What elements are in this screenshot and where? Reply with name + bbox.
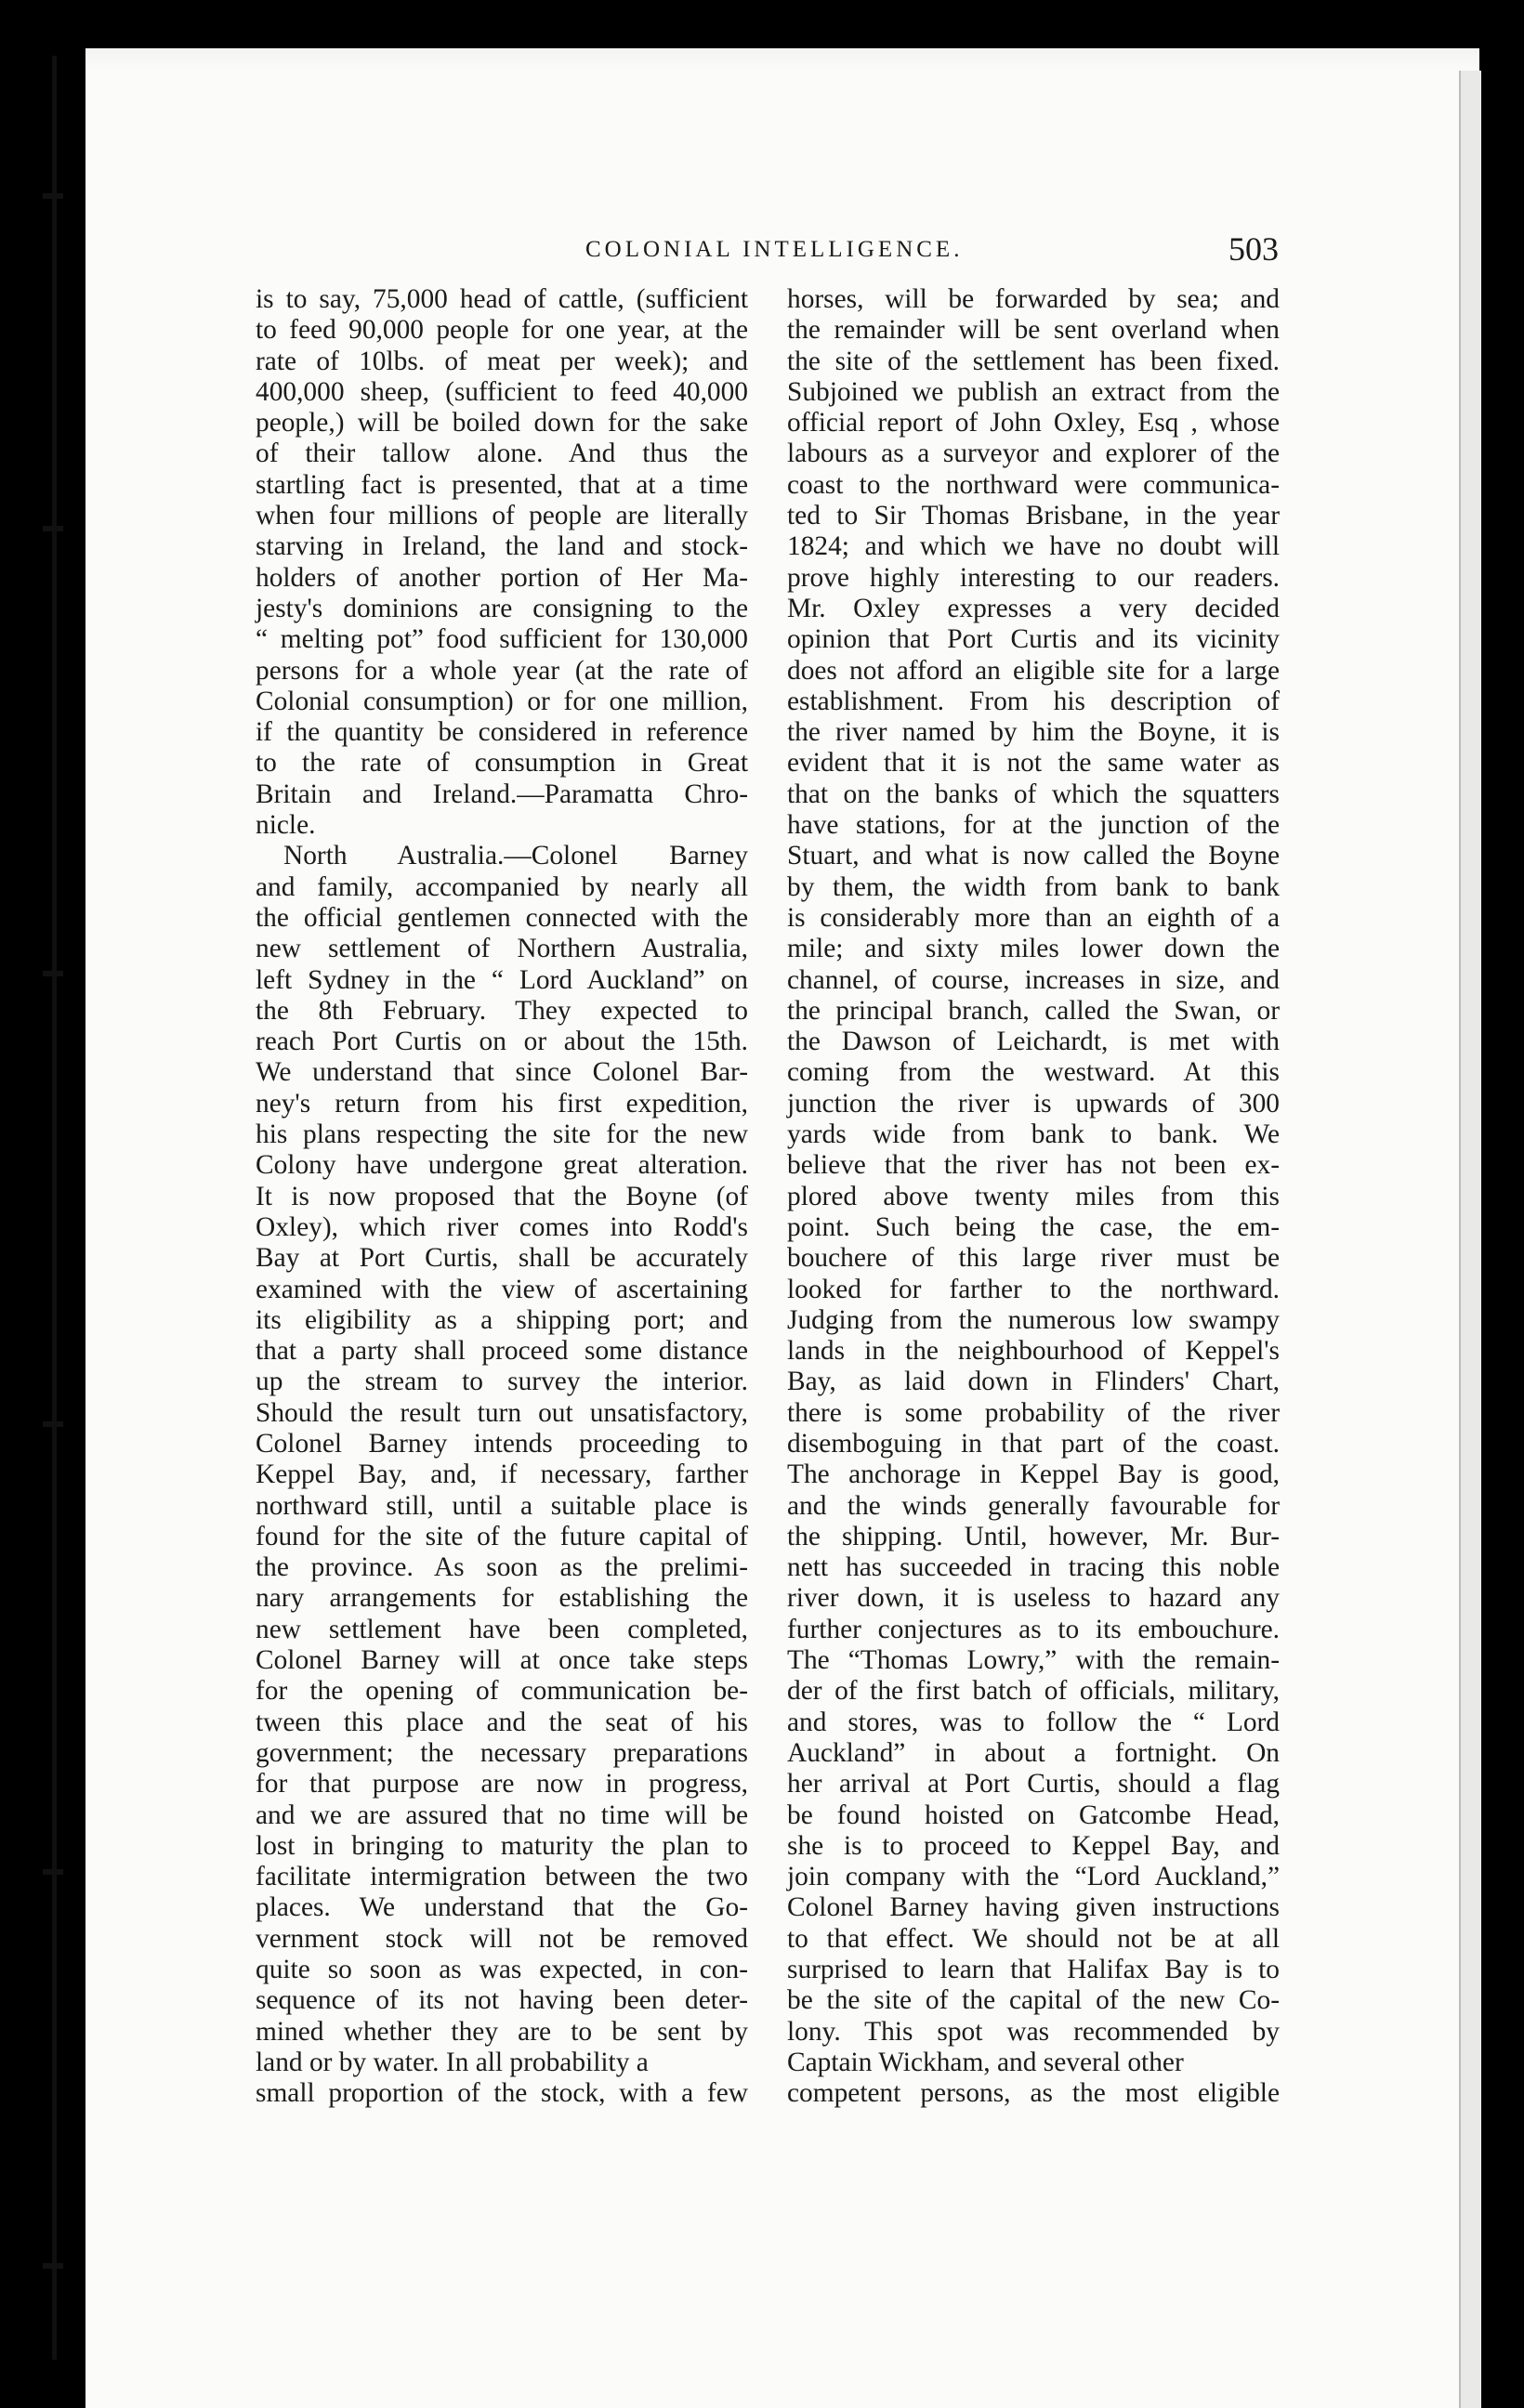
- binding-tick: [43, 971, 63, 976]
- text-line: mined whether they are to be sent by: [256, 2016, 748, 2047]
- text-line: nicle.: [256, 810, 316, 841]
- text-line: Colonel Barney having given instructions: [787, 1892, 1280, 1923]
- text-line: labours as a surveyor and explorer of the: [787, 438, 1280, 469]
- text-line: channel, of course, increases in size, and: [787, 964, 1280, 995]
- text-line: disemboguing in that part of the coast.: [787, 1428, 1280, 1459]
- text-line: startling fact is presented, that at a time: [256, 469, 748, 500]
- text-line: his plans respecting the site for the new: [256, 1119, 748, 1150]
- text-line: her arrival at Port Curtis, should a flag: [787, 1769, 1280, 1799]
- binding-tick: [43, 193, 63, 199]
- text-line: the Dawson of Leichardt, is met with: [787, 1027, 1280, 1057]
- text-line: evident that it is not the same water as: [787, 748, 1280, 779]
- text-line: Auckland” in about a fortnight. On: [787, 1737, 1280, 1768]
- page-number: 503: [1228, 230, 1279, 268]
- text-line: bouchere of this large river must be: [787, 1243, 1280, 1274]
- text-line: believe that the river has not been ex-: [787, 1150, 1280, 1181]
- text-line: Keppel Bay, and, if necessary, farther: [256, 1459, 748, 1490]
- text-line: and stores, was to follow the “ Lord: [787, 1707, 1280, 1737]
- text-line: opinion that Port Curtis and its vicinity: [787, 624, 1280, 655]
- text-line: The anchorage in Keppel Bay is good,: [787, 1459, 1280, 1490]
- text-line: northward still, until a suitable place is: [256, 1490, 748, 1521]
- text-line: left Sydney in the “ Lord Auckland” on: [256, 964, 748, 995]
- text-line: coast to the northward were communica-: [787, 469, 1280, 500]
- text-line: looked for farther to the northward.: [787, 1274, 1280, 1304]
- text-line: be the site of the capital of the new Co-: [787, 1985, 1280, 2016]
- text-line: join company with the “Lord Auckland,”: [787, 1862, 1280, 1892]
- text-line: Subjoined we publish an extract from the: [787, 376, 1280, 407]
- text-line: surprised to learn that Halifax Bay is to: [787, 1955, 1280, 1985]
- text-line: the site of the settlement has been fixed.: [787, 346, 1280, 376]
- text-line: by them, the width from bank to bank: [787, 871, 1280, 902]
- text-line: small proportion of the stock, with a few: [256, 2078, 748, 2109]
- text-line: have stations, for at the junction of the: [787, 810, 1280, 841]
- text-line: facilitate intermigration between the two: [256, 1862, 748, 1892]
- text-line: holders of another portion of Her Ma-: [256, 562, 748, 593]
- text-line: there is some probability of the river: [787, 1397, 1280, 1428]
- text-line: Stuart, and what is now called the Boyne: [787, 841, 1280, 871]
- text-line: ted to Sir Thomas Brisbane, in the year: [787, 501, 1280, 531]
- binding-tick: [43, 1869, 63, 1875]
- page-top-edge: [85, 48, 1479, 71]
- text-line: for the opening of communication be-: [256, 1676, 748, 1707]
- text-line: competent persons, as the most eligible: [787, 2078, 1280, 2109]
- text-line: the shipping. Until, however, Mr. Bur-: [787, 1521, 1280, 1551]
- text-line: is considerably more than an eighth of a: [787, 902, 1280, 933]
- text-line: ney's return from his first expedition,: [256, 1088, 748, 1119]
- text-line: point. Such being the case, the em-: [787, 1211, 1280, 1242]
- text-line: places. We understand that the Go-: [256, 1892, 748, 1923]
- right-text-column: [787, 284, 1280, 2110]
- text-line: establishment. From his description of: [787, 686, 1280, 716]
- text-line: 400,000 sheep, (sufficient to feed 40,000: [256, 376, 748, 407]
- text-line: nary arrangements for establishing the: [256, 1583, 748, 1614]
- text-line: Colony have undergone great alteration.: [256, 1150, 748, 1181]
- text-line: its eligibility as a shipping port; and: [256, 1304, 748, 1335]
- text-line: be found hoisted on Gatcombe Head,: [787, 1799, 1280, 1830]
- text-line: junction the river is upwards of 300: [787, 1088, 1280, 1119]
- text-line: plored above twenty miles from this: [787, 1181, 1280, 1211]
- binding-tick: [43, 2263, 63, 2269]
- text-line: Oxley), which river comes into Rodd's: [256, 1211, 748, 1242]
- text-line: up the stream to survey the interior.: [256, 1367, 748, 1397]
- binding-line: [52, 56, 57, 2360]
- text-line: lost in bringing to maturity the plan to: [256, 1830, 748, 1861]
- text-line: when four millions of people are literally: [256, 501, 748, 531]
- text-line: nett has succeeded in tracing this noble: [787, 1552, 1280, 1583]
- text-line: land or by water. In all probability a: [256, 2047, 649, 2077]
- text-line: government; the necessary preparations: [256, 1737, 748, 1768]
- text-line: The “Thomas Lowry,” with the remain-: [787, 1645, 1280, 1676]
- text-line: that on the banks of which the squatters: [787, 779, 1280, 809]
- text-line: reach Port Curtis on or about the 15th.: [256, 1027, 748, 1057]
- text-line: Mr. Oxley expresses a very decided: [787, 593, 1280, 623]
- binding-tick: [43, 526, 63, 531]
- text-line: does not afford an eligible site for a large: [787, 655, 1280, 686]
- text-line: North Australia.—Colonel Barney: [283, 841, 748, 871]
- text-line: Should the result turn out unsatisfactory,: [256, 1397, 748, 1428]
- text-line: quite so soon as was expected, in con-: [256, 1955, 748, 1985]
- text-line: Bay at Port Curtis, shall be accurately: [256, 1243, 748, 1274]
- text-line: river down, it is useless to hazard any: [787, 1583, 1280, 1614]
- binding-tick: [43, 1421, 63, 1427]
- text-line: official report of John Oxley, Esq , whose: [787, 408, 1280, 438]
- text-line: people,) will be boiled down for the sake: [256, 408, 748, 438]
- text-line: sequence of its not having been deter-: [256, 1985, 748, 2016]
- text-line: Colonel Barney will at once take steps: [256, 1645, 748, 1676]
- text-line: of their tallow alone. And thus the: [256, 438, 748, 469]
- text-line: starving in Ireland, the land and stock-: [256, 531, 748, 562]
- text-line: tween this place and the seat of his: [256, 1707, 748, 1737]
- text-line: to the rate of consumption in Great: [256, 748, 748, 779]
- text-line: vernment stock will not be removed: [256, 1923, 748, 1954]
- running-head: COLONIAL INTELLIGENCE.: [585, 237, 964, 262]
- text-line: Bay, as laid down in Flinders' Chart,: [787, 1367, 1280, 1397]
- text-line: to feed 90,000 people for one year, at the: [256, 315, 748, 346]
- text-line: the remainder will be sent overland when: [787, 315, 1280, 346]
- text-line: she is to proceed to Keppel Bay, and: [787, 1830, 1280, 1861]
- text-line: 1824; and which we have no doubt will: [787, 531, 1280, 562]
- text-line: Captain Wickham, and several other: [787, 2047, 1184, 2077]
- text-line: mile; and sixty miles lower down the: [787, 934, 1280, 964]
- text-line: It is now proposed that the Boyne (of: [256, 1181, 748, 1211]
- text-line: jesty's dominions are consigning to the: [256, 593, 748, 623]
- text-line: and family, accompanied by nearly all: [256, 871, 748, 902]
- text-line: yards wide from bank to bank. We: [787, 1119, 1280, 1150]
- text-line: the province. As soon as the prelimi-: [256, 1552, 748, 1583]
- page-right-edge: [1459, 71, 1481, 2408]
- text-line: Judging from the numerous low swampy: [787, 1304, 1280, 1335]
- text-line: to that effect. We should not be at all: [787, 1923, 1280, 1954]
- text-line: new settlement have been completed,: [256, 1614, 748, 1644]
- text-line: Colonel Barney intends proceeding to: [256, 1428, 748, 1459]
- text-line: if the quantity be considered in reference: [256, 717, 748, 748]
- text-line: further conjectures as to its embouchure.: [787, 1614, 1280, 1644]
- text-line: the principal branch, called the Swan, or: [787, 995, 1280, 1026]
- text-line: horses, will be forwarded by sea; and: [787, 284, 1280, 314]
- text-line: We understand that since Colonel Bar-: [256, 1057, 748, 1088]
- text-line: the river named by him the Boyne, it is: [787, 717, 1280, 748]
- text-line: coming from the westward. At this: [787, 1057, 1280, 1088]
- page-header: [0, 229, 1524, 276]
- text-line: lony. This spot was recommended by: [787, 2016, 1280, 2047]
- text-line: is to say, 75,000 head of cattle, (sufficient: [256, 284, 748, 314]
- text-line: and we are assured that no time will be: [256, 1799, 748, 1830]
- text-line: new settlement of Northern Australia,: [256, 934, 748, 964]
- left-text-column: [256, 284, 748, 2110]
- text-line: lands in the neighbourhood of Keppel's: [787, 1336, 1280, 1367]
- text-line: rate of 10lbs. of meat per week); and: [256, 346, 748, 376]
- text-line: found for the site of the future capital of: [256, 1521, 748, 1551]
- text-line: persons for a whole year (at the rate of: [256, 655, 748, 686]
- text-line: and the winds generally favourable for: [787, 1490, 1280, 1521]
- text-line: the 8th February. They expected to: [256, 995, 748, 1026]
- text-line: Britain and Ireland.—Paramatta Chro-: [256, 779, 748, 809]
- text-line: examined with the view of ascertaining: [256, 1274, 748, 1304]
- text-line: that a party shall proceed some distance: [256, 1336, 748, 1367]
- text-line: der of the first batch of officials, military,: [787, 1676, 1280, 1707]
- text-line: for that purpose are now in progress,: [256, 1769, 748, 1799]
- text-line: prove highly interesting to our readers.: [787, 562, 1280, 593]
- text-line: Colonial consumption) or for one million,: [256, 686, 748, 716]
- text-line: “ melting pot” food sufficient for 130,000: [256, 624, 748, 655]
- text-line: the official gentlemen connected with the: [256, 902, 748, 933]
